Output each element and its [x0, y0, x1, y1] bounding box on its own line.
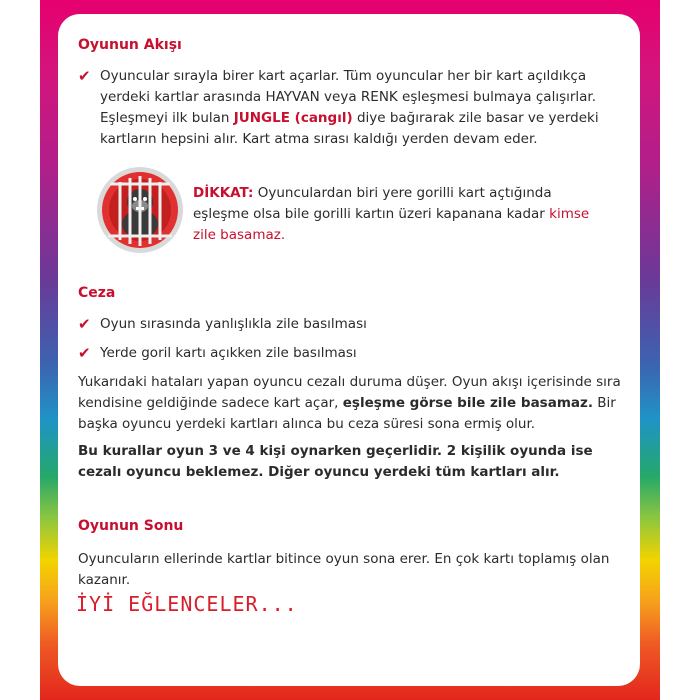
jungle-highlight: JUNGLE (cangıl) [233, 110, 353, 126]
check-icon: ✔ [78, 67, 91, 85]
end-paragraph: Oyuncuların ellerinde kartlar bitince oyun sona erer. En çok kartı toplamış olan kazanır. [78, 551, 610, 588]
warning-text-pre: Oyunculardan biri yere gorilli kart açtığında eşleşme olsa bile gorilli kartın üzeri kapanana kadar [193, 185, 552, 222]
penalty-bullet [78, 314, 623, 335]
penalty-bullet-text: Oyun sırasında yanlışlıkla zile basılması [100, 316, 367, 332]
penalty-paragraph [78, 372, 623, 435]
section-title-end: Oyunun Sonu [78, 518, 184, 534]
penalty-text-pre: Yukarıdaki hataları yapan oyuncu cezalı duruma düşer. Oyun akışı içerisinde sıra kendisine geldiğinde sadece kart açar, [78, 374, 621, 411]
penalty-bold-note: Bu kurallar oyun 3 ve 4 kişi oynarken geçerlidir. 2 kişilik oyunda ise cezalı oyuncu beklemez. Diğer oyuncu yerdeki tüm kartları alır. [78, 443, 593, 480]
flow-bullet-text [100, 66, 623, 150]
penalty-bullet [78, 343, 623, 364]
gorilla-cage-icon [96, 166, 184, 254]
farewell-text: İYİ EĞLENCELER... [76, 592, 298, 616]
penalty-bullet-text: Yerde goril kartı açıkken zile basılması [100, 345, 357, 361]
warning-highlight: kimse zile basamaz. [193, 206, 590, 243]
section-title-flow: Oyunun Akışı [78, 37, 182, 53]
warning-text [193, 183, 593, 246]
penalty-text-post: Bir başka oyuncu yerdeki kartları alınca bu ceza süresi sona ermiş olur. [78, 395, 616, 432]
flow-text-post: diye bağırarak zile basar ve yerdeki kartların hepsini alır. Kart atma sırası kaldığı yerden devam eder. [100, 110, 599, 147]
section-title-penalty: Ceza [78, 285, 116, 301]
check-icon: ✔ [78, 315, 91, 333]
flow-text-pre: Oyuncular sırayla birer kart açarlar. Tüm oyuncular her bir kart açıldıkça yerdeki kartlar arasında HAYVAN veya RENK eşleşmesi bulmaya çalışırlar. Eşleşmeyi ilk bulan [100, 68, 597, 126]
check-icon: ✔ [78, 344, 91, 362]
flow-bullet [78, 66, 623, 150]
warning-label: DİKKAT: [193, 185, 254, 201]
penalty-text-bold: eşleşme görse bile zile basamaz. [342, 395, 593, 411]
